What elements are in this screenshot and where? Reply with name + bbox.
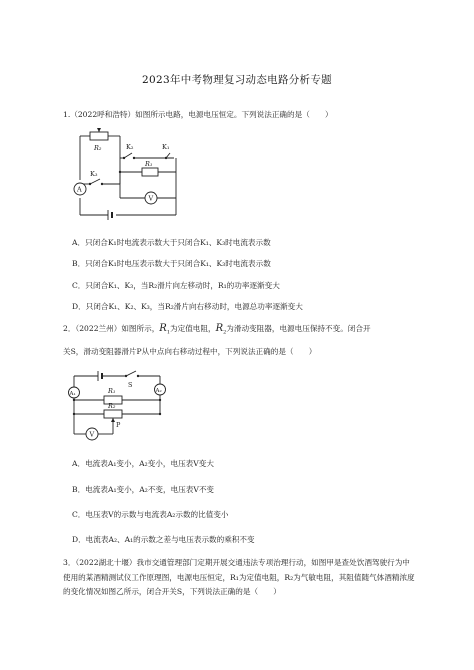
slider-arrow-icon <box>111 418 115 422</box>
label-k3: K₃ <box>90 170 98 178</box>
question-2-stem-line-2: 关S，滑动变阻器滑片P从中点向右移动过程中，下列说法正确的是（ ） <box>63 347 317 356</box>
ammeter-a1-icon: A₁ <box>69 391 76 397</box>
question-1-option-c: C．只闭合K₁、K₃，当R₂滑片向左移动时，R₁的功率逐渐变大 <box>72 281 280 290</box>
question-3-stem: 3．（2022湖北十堰）我市交通管理部门定期开展交通违法专项治理行动，如图甲是查处饮酒驾驶行为中使用的某酒精测试仪工作原理图，电源电压恒定，R₁为定值电阻，R₂为气敏电阻，其阻值随气体酒精浓度的变化情况如图乙所示，闭合开关S，下列说法正确的是（ ） <box>63 558 415 596</box>
symbol-r: R <box>159 323 167 334</box>
question-2-option-b: B．电流表A₁变小，A₂不变，电压表V不变 <box>72 485 215 494</box>
question-2-option-a: A．电流表A₁变小，A₂变小，电压表V变大 <box>72 459 214 468</box>
q2-stem-part: 为定值电阻， <box>170 324 216 333</box>
document-title: 2023年中考物理复习动态电路分析专题 <box>142 74 332 86</box>
voltmeter-icon: V <box>89 430 95 439</box>
q2-stem-part: 2．（2022兰州）如图所示， <box>63 324 160 333</box>
question-2-stem-line-1: 2．（2022兰州）如图所示，$R_1$为定值电阻，$R_2$为滑动变阻器，电源电压保持不变。闭合开 <box>63 323 371 336</box>
q2-stem-part: 为滑动变阻器，电源电压保持不变。闭合开 <box>226 324 371 333</box>
question-1-option-a: A．只闭合K₁时电流表示数大于只闭合K₁、K₃时电流表示数 <box>72 238 271 247</box>
ammeter-a2-icon: A₂ <box>155 388 162 394</box>
label-r1: R₁ <box>145 160 153 168</box>
label-r2: R₂ <box>108 402 116 410</box>
question-2-circuit-diagram <box>64 370 174 450</box>
label-r1: R₁ <box>108 387 116 395</box>
question-2-option-d: D．电流表A₂、A₁的示数之差与电压表示数的乘积不变 <box>72 535 255 544</box>
voltmeter-icon: V <box>148 194 154 203</box>
question-1-stem: 1.（2022呼和浩特）如图所示电路，电源电压恒定。下列说法正确的是（ ） <box>63 110 333 119</box>
label-k2: K₂ <box>126 143 134 151</box>
label-k1: K₁ <box>162 143 170 151</box>
ammeter-icon: A <box>77 185 82 194</box>
label-s: S <box>128 381 133 389</box>
question-1-option-d: D．只闭合K₁、K₂、K₃，当R₂滑片向右移动时，电源总功率逐渐变大 <box>72 302 303 311</box>
symbol-r: R <box>215 323 224 334</box>
question-1-circuit-diagram <box>66 128 216 228</box>
question-2-option-c: C．电压表V的示数与电流表A₂示数的比值变小 <box>72 510 229 519</box>
label-p: P <box>116 421 121 429</box>
label-r2: R₂ <box>94 144 102 152</box>
question-1-option-b: B．只闭合K₁时电压表示数大于只闭合K₁、K₃时电流表示数 <box>72 259 271 268</box>
slider-arrow-icon <box>97 128 101 132</box>
